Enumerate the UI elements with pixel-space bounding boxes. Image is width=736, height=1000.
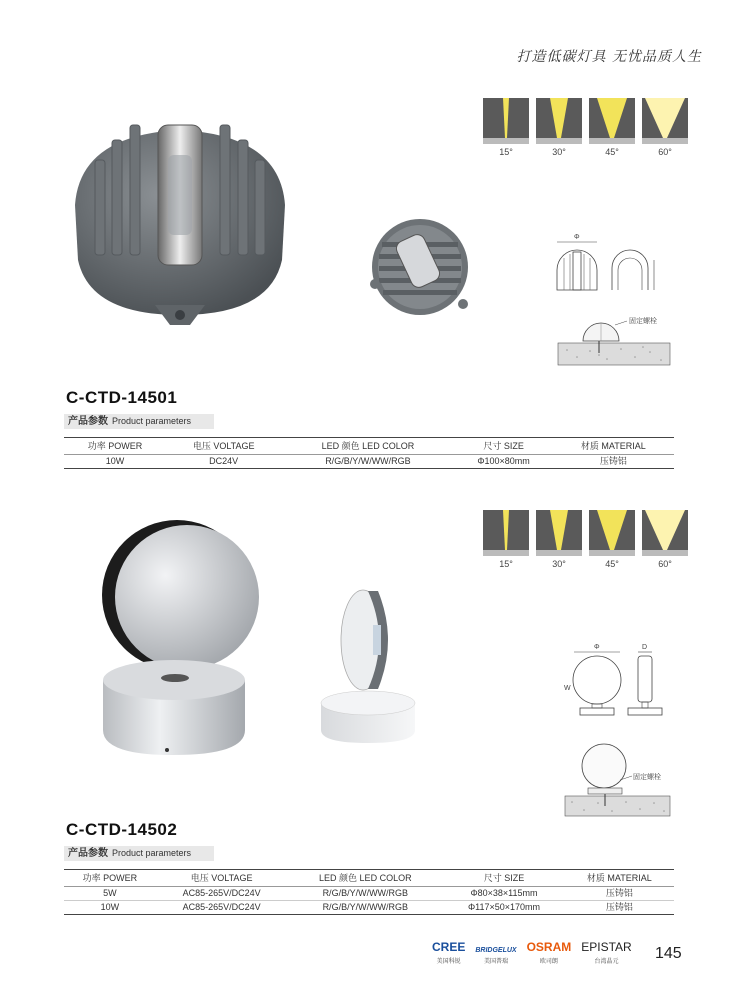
- brand-cn: 美国科锐: [436, 959, 461, 965]
- beam-label: 60°: [658, 559, 672, 569]
- product-photo-14501: [70, 110, 290, 340]
- header-color: LED 颜色 LED COLOR: [281, 438, 454, 455]
- beam-15-icon: [483, 510, 529, 556]
- model-title: C-CTD-14502: [66, 820, 178, 839]
- spec-table-14501: [64, 437, 674, 469]
- dimension-drawing-14501: [552, 230, 662, 300]
- cell-power: 10W: [64, 455, 166, 469]
- beam-angles-2: [483, 510, 688, 569]
- header-material: 材质 MATERIAL: [565, 870, 674, 887]
- beam-60-icon: [642, 510, 688, 556]
- beam-label: 15°: [499, 147, 513, 157]
- beam-60: [642, 98, 688, 157]
- table-row: [64, 887, 674, 901]
- cell-power: 5W: [64, 887, 156, 901]
- cell-size: Φ117×50×170mm: [443, 901, 564, 915]
- beam-15: [483, 510, 529, 569]
- cell-size: Φ100×80mm: [455, 455, 553, 469]
- beam-45-icon: [589, 510, 635, 556]
- beam-label: 30°: [552, 147, 566, 157]
- cell-voltage: AC85-265V/DC24V: [156, 887, 288, 901]
- beam-15: [483, 98, 529, 157]
- param-tag-cn: 产品参数: [68, 416, 108, 427]
- table-row: [64, 901, 674, 915]
- dim-phi-label: Φ: [574, 234, 580, 241]
- dim-phi-label: Φ: [594, 644, 600, 651]
- brand-cn: 美国普瑞: [483, 959, 508, 965]
- cell-power: 10W: [64, 901, 156, 915]
- osram-logo: OSRAM: [526, 940, 572, 954]
- cree-logo: CREE: [432, 940, 466, 954]
- install-note: 固定螺栓: [633, 774, 661, 781]
- cell-material: 压铸铝: [553, 455, 674, 469]
- brand-bridgelux: [475, 947, 516, 965]
- beam-label: 45°: [605, 147, 619, 157]
- beam-15-icon: [483, 98, 529, 144]
- cell-color: R/G/B/Y/W/WW/RGB: [287, 901, 443, 915]
- beam-30: [536, 510, 582, 569]
- install-drawing-14502: [562, 742, 674, 820]
- install-drawing-14501: [555, 305, 675, 370]
- beam-angles-1: [483, 98, 688, 157]
- header-power: 功率 POWER: [64, 438, 166, 455]
- epistar-logo: EPISTAR: [581, 940, 632, 954]
- model-title: C-CTD-14501: [66, 388, 178, 407]
- header-color: LED 颜色 LED COLOR: [287, 870, 443, 887]
- beam-60: [642, 510, 688, 569]
- header-power: 功率 POWER: [64, 870, 156, 887]
- beam-label: 15°: [499, 559, 513, 569]
- dimension-drawing-14502: [562, 642, 667, 717]
- param-tag-en: Product parameters: [112, 848, 192, 858]
- brand-cn: 台湾晶元: [594, 959, 619, 965]
- brand-epistar: [581, 940, 631, 965]
- product-photo-14502: [95, 515, 265, 765]
- spec-table-14502: [64, 869, 674, 915]
- cell-voltage: AC85-265V/DC24V: [156, 901, 288, 915]
- bridgelux-logo: BRIDGELUX: [475, 947, 517, 954]
- table-header-row: [64, 438, 674, 455]
- dim-d-label: D: [642, 644, 648, 651]
- beam-45-icon: [589, 98, 635, 144]
- header-size: 尺寸 SIZE: [443, 870, 564, 887]
- param-tag-en: Product parameters: [112, 416, 192, 426]
- cell-material: 压铸铝: [565, 901, 674, 915]
- header-voltage: 电压 VOLTAGE: [156, 870, 288, 887]
- brand-logos: [432, 940, 632, 965]
- header-voltage: 电压 VOLTAGE: [166, 438, 281, 455]
- page-number: 145: [655, 945, 682, 962]
- param-tag: [64, 414, 214, 429]
- beam-30-icon: [536, 510, 582, 556]
- header-material: 材质 MATERIAL: [553, 438, 674, 455]
- beam-label: 45°: [605, 559, 619, 569]
- brand-cree: [432, 940, 465, 965]
- install-note: 固定螺栓: [629, 318, 657, 325]
- param-tag-cn: 产品参数: [68, 848, 108, 859]
- beam-60-icon: [642, 98, 688, 144]
- header-size: 尺寸 SIZE: [455, 438, 553, 455]
- param-tag: [64, 846, 214, 861]
- product-photo-14502-small: [318, 585, 418, 745]
- cell-color: R/G/B/Y/W/WW/RGB: [281, 455, 454, 469]
- brand-osram: [527, 940, 572, 965]
- beam-label: 30°: [552, 559, 566, 569]
- table-header-row: [64, 870, 674, 887]
- dim-w-label: W: [564, 685, 571, 692]
- product-photo-14501-small: [365, 212, 475, 322]
- cell-size: Φ80×38×115mm: [443, 887, 564, 901]
- slogan: 打造低碳灯具 无忧品质人生: [516, 49, 702, 65]
- beam-30-icon: [536, 98, 582, 144]
- beam-30: [536, 98, 582, 157]
- table-row: [64, 455, 674, 469]
- cell-color: R/G/B/Y/W/WW/RGB: [287, 887, 443, 901]
- cell-voltage: DC24V: [166, 455, 281, 469]
- brand-cn: 欧司朗: [539, 959, 558, 965]
- beam-label: 60°: [658, 147, 672, 157]
- cell-material: 压铸铝: [565, 887, 674, 901]
- beam-45: [589, 510, 635, 569]
- beam-45: [589, 98, 635, 157]
